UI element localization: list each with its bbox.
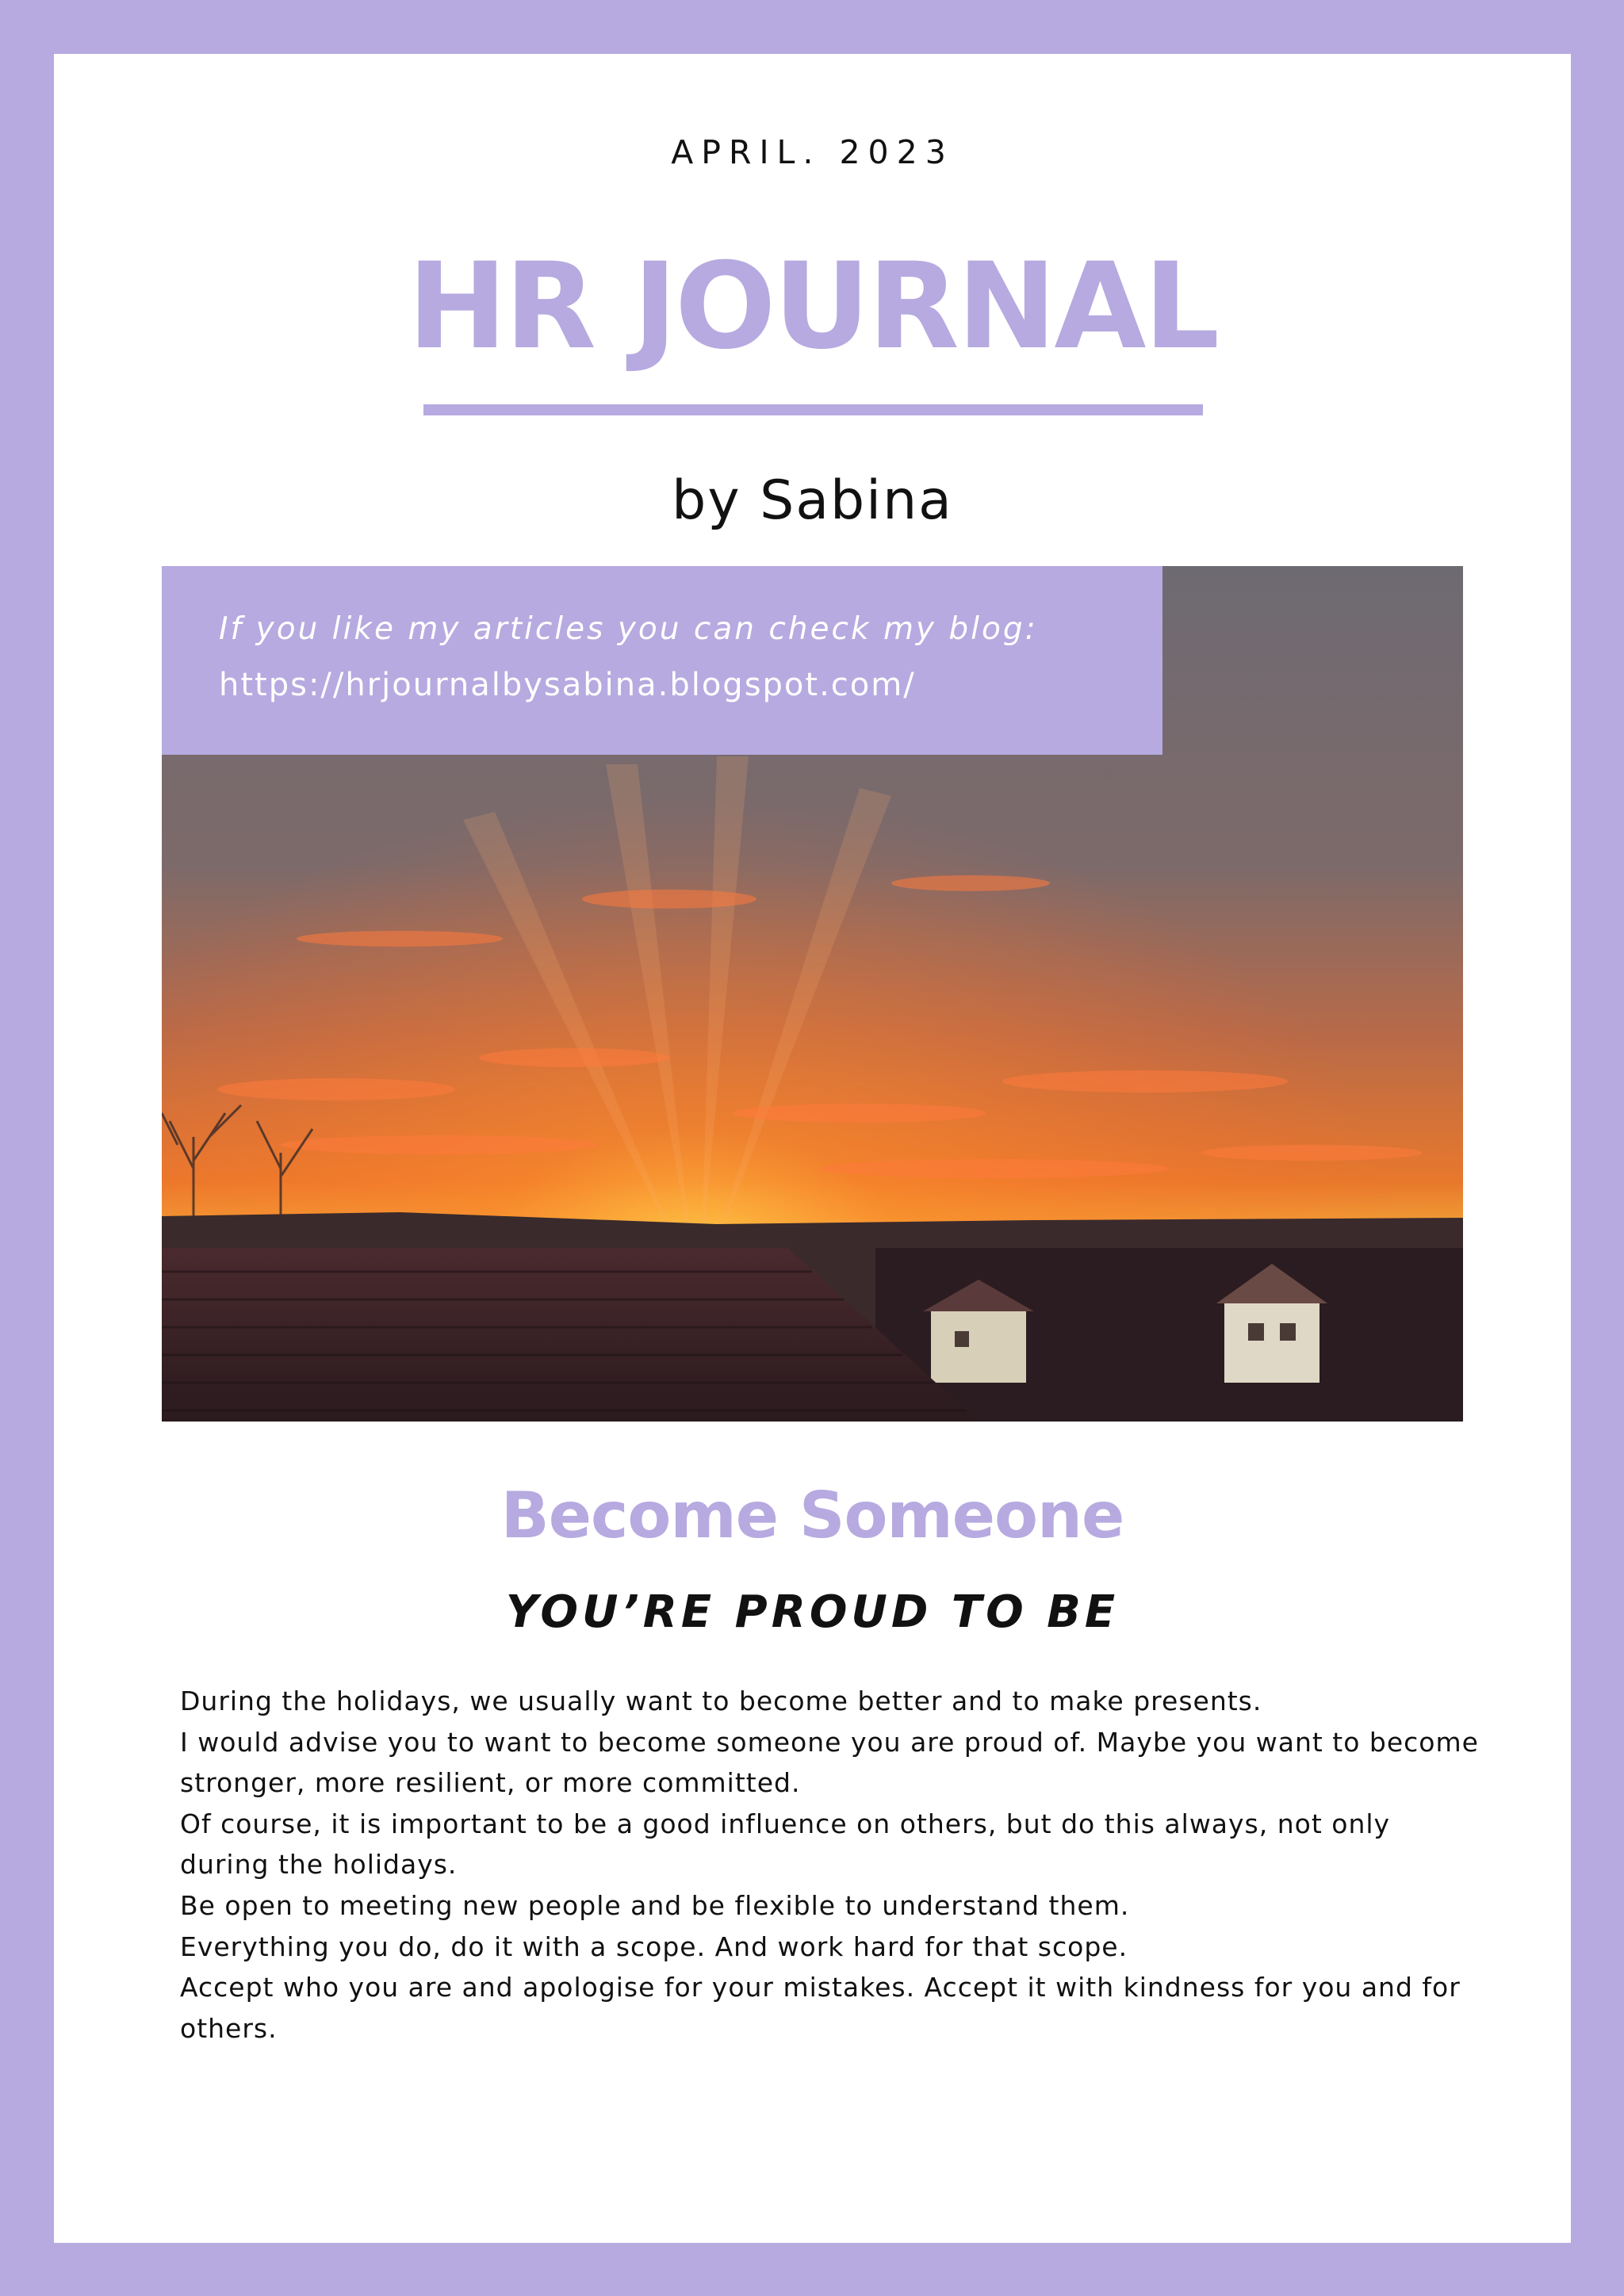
article-paragraph: Be open to meeting new people and be flexible to understand them. [180,1889,1130,1921]
article-body [180,1681,1480,2049]
author-byline: by Sabina [672,469,953,532]
article-paragraph: I would advise you to want to become someone you are proud of. Maybe you want to become stronger, more resilient, or more committed. [180,1726,1479,1799]
blog-intro-text: If you like my articles you can check my blog: [219,611,1038,647]
article-paragraph: During the holidays, we usually want to become better and to make presents. [180,1686,1262,1716]
article-paragraph: Of course, it is important to be a good influence on others, but do this always, not only during the holidays. [180,1808,1391,1881]
article-paragraph: Everything you do, do it with a scope. And work hard for that scope. [180,1931,1128,1962]
article-heading: Become Someone [500,1479,1124,1552]
article-subheading: YOU’RE PROUD TO BE [505,1586,1120,1638]
blog-url-link[interactable]: https://hrjournalbysabina.blogspot.com/ [219,667,916,703]
title-underline [423,404,1203,415]
blog-banner [162,566,1162,755]
issue-date: APRIL. 2023 [671,133,954,171]
journal-page [54,54,1571,2243]
article-paragraph: Accept who you are and apologise for your mistakes. Accept it with kindness for you and for others. [180,1972,1461,2044]
journal-title: HR JOURNAL [407,238,1218,376]
